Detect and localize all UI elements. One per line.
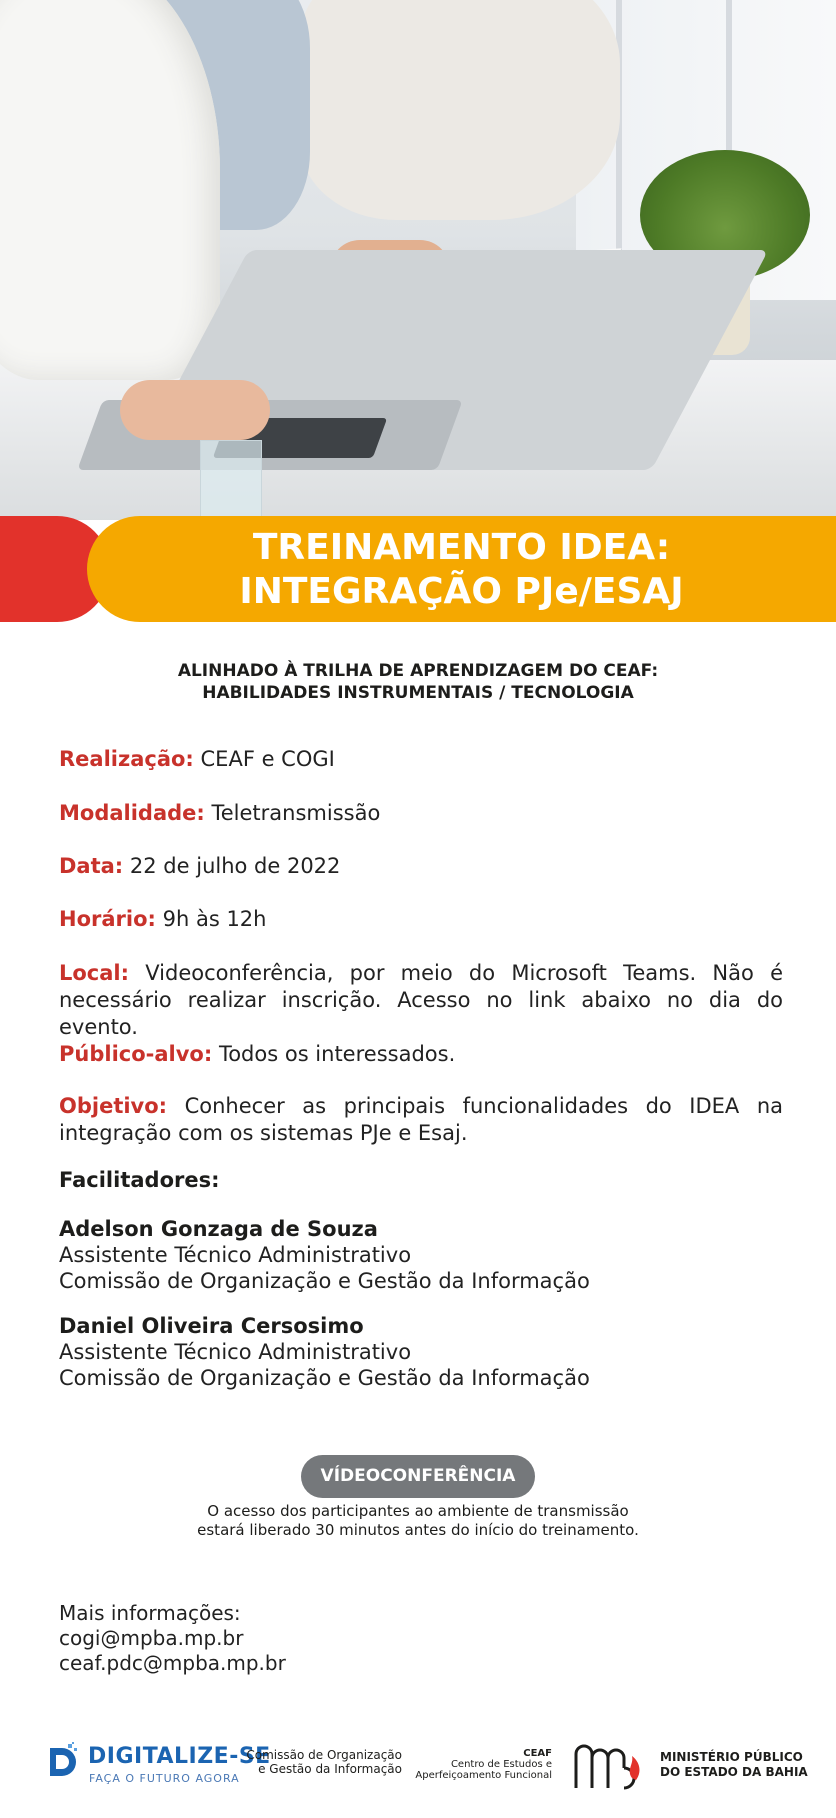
detail-value: Videoconferência, por meio do Microsoft Teams. Não é necessário realizar inscrição. Acesso no link abaixo no dia do evento. <box>59 961 783 1039</box>
digitalize-logo-icon <box>46 1742 80 1782</box>
facilitator-card <box>59 1216 590 1294</box>
ceaf-line-1: Centro de Estudos e <box>450 1759 552 1770</box>
detail-label: Data: <box>59 854 124 878</box>
detail-local <box>59 960 783 1041</box>
detail-value: CEAF e COGI <box>200 747 335 771</box>
title-banner <box>0 516 836 622</box>
detail-label: Público-alvo: <box>59 1042 213 1066</box>
detail-value: Conhecer as principais funcionalidades do IDEA na integração com os sistemas PJe e Esaj. <box>59 1094 783 1145</box>
detail-horario <box>59 906 783 933</box>
footer-logos <box>0 1730 836 1800</box>
detail-publico-alvo <box>59 1041 783 1068</box>
detail-label: Objetivo: <box>59 1094 168 1118</box>
event-title <box>87 526 836 614</box>
title-line-1: TREINAMENTO IDEA: <box>252 527 671 568</box>
detail-label: Modalidade: <box>59 801 205 825</box>
contact-heading: Mais informações: <box>59 1601 241 1625</box>
facilitator-name: Adelson Gonzaga de Souza <box>59 1217 378 1241</box>
contact-info <box>59 1601 286 1676</box>
note-line-2: estará liberado 30 minutos antes do início do treinamento. <box>197 1521 639 1539</box>
mp-line-1: MINISTÉRIO PÚBLICO <box>660 1750 803 1764</box>
videoconference-note <box>0 1502 836 1540</box>
digitalize-name: DIGITALIZE-SE <box>88 1744 271 1769</box>
videoconference-button[interactable]: VÍDEOCONFERÊNCIA <box>301 1455 535 1498</box>
facilitator-role: Assistente Técnico Administrativo <box>59 1243 412 1267</box>
cogi-line-2: e Gestão da Informação <box>258 1762 402 1776</box>
title-line-2: INTEGRAÇÃO PJe/ESAJ <box>239 571 684 612</box>
ceaf-name: CEAF <box>523 1748 552 1759</box>
facilitator-card <box>59 1313 590 1391</box>
detail-realizacao <box>59 746 783 773</box>
cogi-line-1: Comissão de Organização <box>246 1748 402 1762</box>
subtitle-line-1: ALINHADO À TRILHA DE APRENDIZAGEM DO CEAF: <box>177 661 659 681</box>
learning-track-subtitle <box>0 660 836 704</box>
cogi-logo-text <box>240 1748 402 1776</box>
facilitator-org: Comissão de Organização e Gestão da Informação <box>59 1366 590 1390</box>
facilitators-heading: Facilitadores: <box>59 1168 220 1192</box>
mp-bahia-name <box>660 1750 808 1780</box>
note-line-1: O acesso dos participantes ao ambiente de transmissão <box>207 1502 629 1520</box>
facilitator-name: Daniel Oliveira Cersosimo <box>59 1314 364 1338</box>
detail-label: Horário: <box>59 907 156 931</box>
contact-email-ceaf[interactable]: ceaf.pdc@mpba.mp.br <box>59 1651 286 1675</box>
mp-bahia-logo-icon <box>572 1738 654 1796</box>
detail-modalidade <box>59 800 783 827</box>
ceaf-line-2: Aperfeiçoamento Funcional <box>415 1770 552 1781</box>
mp-line-2: DO ESTADO DA BAHIA <box>660 1765 808 1779</box>
detail-value: 9h às 12h <box>162 907 267 931</box>
facilitator-org: Comissão de Organização e Gestão da Informação <box>59 1269 590 1293</box>
detail-value: Teletransmissão <box>211 801 381 825</box>
detail-label: Realização: <box>59 747 194 771</box>
hero-photo <box>0 0 836 520</box>
detail-value: Todos os interessados. <box>218 1042 456 1066</box>
detail-data <box>59 853 783 880</box>
subtitle-line-2: HABILIDADES INSTRUMENTAIS / TECNOLOGIA <box>202 683 634 703</box>
digitalize-tagline: FAÇA O FUTURO AGORA <box>89 1772 240 1785</box>
facilitator-role: Assistente Técnico Administrativo <box>59 1340 412 1364</box>
contact-email-cogi[interactable]: cogi@mpba.mp.br <box>59 1626 244 1650</box>
ceaf-logo-text <box>410 1748 552 1781</box>
detail-label: Local: <box>59 961 130 985</box>
detail-objetivo <box>59 1093 783 1147</box>
detail-value: 22 de julho de 2022 <box>129 854 341 878</box>
